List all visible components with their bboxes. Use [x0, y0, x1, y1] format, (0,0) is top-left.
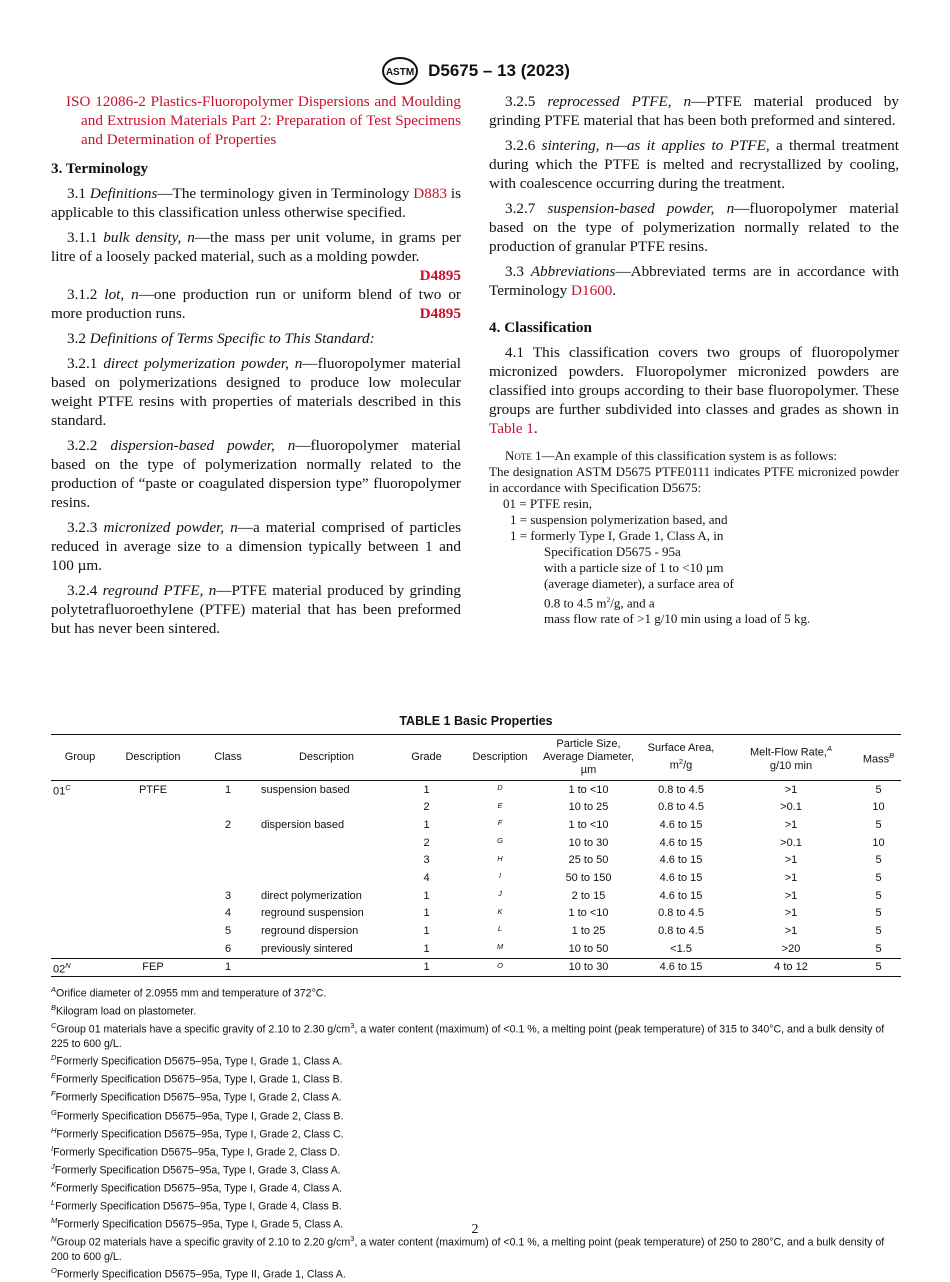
cell-grade: 1	[423, 942, 430, 955]
para-4-1: 4.1 This classification covers two groups of fluoropolymer micronized powders. Fluoropolymer micronized powders are classified into groups according to their base fluoropolymer. These groups are further subdivided into classes and grades as shown in Table 1.	[489, 344, 899, 437]
cell-group	[51, 905, 109, 923]
cell-mass: 5	[875, 942, 882, 955]
cell-surface: 4.6 to 15	[659, 819, 703, 832]
footnote: $^B$Kilogram load on plastometer.	[51, 1003, 197, 1018]
cell-desc2: reground suspension	[261, 907, 364, 920]
cell-desc1	[109, 887, 197, 905]
cell-group	[51, 922, 109, 940]
cell-desc3: E	[497, 800, 503, 810]
table-1	[51, 714, 901, 1282]
cell-melt: >20	[781, 942, 801, 955]
para-3-1-1: 3.1.1 bulk density, n—the mass per unit volume, in grams per litre of a loosely packed material, such as a molding powder. D4895	[51, 229, 462, 284]
cell-surface: 0.8 to 4.5	[658, 907, 704, 920]
footnote: $^M$Formerly Specification D5675–95a, Type I, Grade 5, Class A.	[51, 1216, 344, 1231]
note-label: Note 1	[505, 448, 542, 463]
note-item-6: (average diameter), a surface area of	[544, 576, 734, 591]
cell-surface: 0.8 to 4.5	[658, 783, 704, 796]
cell-class: 5	[224, 925, 232, 938]
cell-group	[51, 852, 109, 870]
para-3-2-7: 3.2.7 suspension-based powder, n—fluoropolymer material based on the type of polymerization normally related to the production of granular PTFE resins.	[489, 200, 900, 255]
cell-melt: >1	[784, 889, 798, 902]
table-1-link[interactable]: Table 1	[489, 420, 534, 437]
cell-desc2	[259, 799, 394, 817]
cell-group	[51, 834, 109, 852]
cell-grade: 1	[423, 925, 430, 938]
cell-melt: >1	[784, 783, 798, 796]
footnote: $^L$Formerly Specification D5675–95a, Type I, Grade 4, Class B.	[51, 1198, 342, 1213]
cell-desc3: L	[497, 924, 503, 934]
table-row	[51, 869, 901, 887]
th-description-3: Description	[472, 751, 528, 763]
th-surface-area: Surface Area, $m^2/g$	[647, 742, 715, 772]
cell-desc2: reground dispersion	[261, 925, 359, 938]
cell-melt: >1	[784, 854, 798, 867]
page-header	[0, 56, 950, 86]
cell-class: 2	[224, 819, 232, 832]
cell-melt: >1	[784, 925, 798, 938]
iso-ref-link[interactable]: ISO 12086-2	[66, 93, 146, 110]
table-row	[51, 958, 901, 977]
cell-desc1	[109, 816, 197, 834]
cell-surface: 0.8 to 4.5	[658, 925, 704, 938]
cell-grade: 3	[423, 854, 430, 867]
cell-desc1: PTFE	[138, 783, 168, 796]
cell-particle: 2 to 15	[571, 889, 606, 902]
footnote: $^D$Formerly Specification D5675–95a, Type I, Grade 1, Class A.	[51, 1053, 343, 1068]
note-item-5: with a particle size of 1 to <10 µm	[544, 560, 724, 575]
table-row	[51, 816, 901, 834]
cell-particle: 10 to 30	[568, 836, 609, 849]
cell-mass: 10	[872, 836, 885, 849]
note-item-7: 0.8 to 4.5 $m^2/g$, and a	[544, 595, 655, 611]
footnote: $^A$Orifice diameter of 2.0955 mm and temperature of 372°C.	[51, 985, 327, 1000]
cell-desc3: J	[498, 888, 502, 898]
footnote: $^J$Formerly Specification D5675–95a, Type I, Grade 3, Class A.	[51, 1161, 341, 1177]
cell-mass: 10	[872, 801, 885, 814]
cell-desc3: H	[497, 853, 503, 863]
astm-logo-icon	[380, 56, 420, 86]
para-3-2-2: 3.2.2 dispersion-based powder, n—fluoropolymer material based on the type of polymerization normally related to the production of “paste or coagulated dispersion type” fluoropolymer resins.	[51, 437, 462, 511]
table-row	[51, 834, 901, 852]
cell-grade: 4	[423, 872, 430, 885]
para-3-2-4: 3.2.4 reground PTFE, n—PTFE material produced by grinding polytetrafluoroethylene (PTFE) material that has been preformed but has never been sintered.	[51, 582, 461, 637]
page-number: 2	[471, 1222, 479, 1237]
note-item-3: 1 = formerly Type I, Grade 1, Class A, in	[510, 528, 724, 543]
note-item-2: 1 = suspension polymerization based, and	[510, 512, 728, 527]
th-particle-size: Particle Size, Average Diameter, µm	[543, 738, 634, 776]
cell-grade: 1	[423, 783, 430, 796]
cell-grade: 1	[423, 907, 430, 920]
th-grade: Grade	[411, 751, 442, 763]
cell-grade: 1	[423, 889, 430, 902]
cell-particle: 25 to 50	[568, 854, 609, 867]
cell-class: 1	[197, 958, 259, 977]
cell-desc2	[259, 834, 394, 852]
cell-desc1	[109, 799, 197, 817]
footnote: $^F$Formerly Specification D5675–95a, Type I, Grade 2, Class A.	[51, 1089, 342, 1104]
cell-surface: 4.6 to 15	[659, 889, 703, 902]
table-row	[51, 887, 901, 905]
cell-class	[197, 869, 259, 887]
cell-particle: 1 to <10	[568, 819, 609, 832]
cell-group	[51, 869, 109, 887]
cell-mass: 5	[875, 907, 882, 920]
cell-class: 4	[224, 907, 232, 920]
cell-desc2	[259, 869, 394, 887]
th-mass: Mass$^B$	[862, 750, 895, 766]
cell-class	[197, 799, 259, 817]
note-1: Note 1—An example of this classification system is as follows: The designation ASTM D5675 PTFE0111 indicates PTFE micronized powder in accordance with Specification D5675: 01 = PTFE resin, 1 = suspension polymerization based, and 1 = formerly Type I, Grade 1, Class A, in Specification D5675 - 95a with a particle size of 1 to <10 µm (average diameter), a surface area of 0.8 to 4.5 $m^2/g$, and a mass flow rate of >1 g/10 min using a load of 5 kg.	[489, 448, 899, 627]
cell-surface: 0.8 to 4.5	[658, 801, 704, 814]
cell-surface: 4.6 to 15	[659, 836, 703, 849]
footnote: $^O$Formerly Specification D5675–95a, Type II, Grade 1, Class A.	[51, 1266, 346, 1281]
cell-desc1	[109, 852, 197, 870]
para-3-2: 3.2 Definitions of Terms Specific to This Standard:	[67, 330, 375, 347]
cell-mass: 5	[875, 925, 882, 938]
para-3-2-1: 3.2.1 direct polymerization powder, n—fluoropolymer material based on polymerizations designed to produce low molecular weight PTFE resins with properties of materials described in this standard.	[51, 355, 462, 429]
cell-group	[51, 816, 109, 834]
cell-particle: 1 to <10	[568, 907, 609, 920]
cell-melt: >1	[784, 872, 798, 885]
cell-grade: 2	[423, 801, 430, 814]
cell-class	[197, 852, 259, 870]
basic-properties-table	[51, 734, 901, 977]
cell-particle: 10 to 50	[568, 942, 609, 955]
cell-desc2: suspension based	[261, 783, 350, 796]
para-3-2-3: 3.2.3 micronized powder, n—a material comprised of particles reduced in average size to a dimension typically between 1 and 100 µm.	[51, 519, 462, 574]
section-4-heading: 4. Classification	[489, 319, 592, 336]
table-row	[51, 922, 901, 940]
d4895-link-1[interactable]: D4895	[419, 267, 461, 284]
footnote: $^I$Formerly Specification D5675–95a, Type I, Grade 2, Class D.	[51, 1143, 341, 1159]
th-group: Group	[64, 751, 96, 763]
astm-logo-text: ASTM	[385, 67, 415, 78]
cell-particle: 10 to 25	[568, 801, 609, 814]
cell-desc2	[259, 958, 394, 977]
cell-desc2: direct polymerization	[261, 889, 362, 902]
note-item-4: Specification D5675 - 95a	[544, 544, 681, 559]
para-3-1: 3.1 Definitions—The terminology given in Terminology D883 is applicable to this classification unless otherwise specified.	[51, 185, 462, 221]
cell-desc1	[109, 940, 197, 958]
cell-group: $01^C$	[53, 783, 71, 798]
cell-group: $02^N$	[51, 958, 109, 977]
table-body	[51, 781, 901, 977]
cell-mass: 5	[875, 783, 882, 796]
cell-mass: 5	[875, 889, 882, 902]
right-column	[489, 92, 899, 627]
cell-melt: >0.1	[780, 801, 802, 814]
cell-melt: >0.1	[780, 836, 802, 849]
footnote: $^N$Group 02 materials have a specific gravity of 2.10 to 2.20 $g/cm^3$, a water content (maximum) of <0.1 %, a melting point (peak temperature) of 250 to 280°C, and a bulk density of 200 to 600 g/L.	[51, 1234, 885, 1263]
cell-desc1	[109, 869, 197, 887]
cell-melt: 4 to 12	[726, 958, 856, 977]
cell-desc3: I	[498, 871, 502, 881]
cell-melt: >1	[784, 819, 798, 832]
table-row	[51, 799, 901, 817]
para-3-1-2: 3.1.2 lot, n—one production run or uniform blend of two or more production runs. D4895	[51, 286, 461, 322]
cell-surface: 4.6 to 15	[636, 958, 726, 977]
table-row	[51, 852, 901, 870]
cell-class	[197, 834, 259, 852]
para-3-3: 3.3 Abbreviations—Abbreviated terms are in accordance with Terminology D1600.	[489, 263, 899, 299]
note-item-1: 01 = PTFE resin,	[503, 496, 592, 511]
note-item-8: mass flow rate of >1 g/10 min using a load of 5 kg.	[544, 611, 811, 627]
cell-desc3: F	[497, 818, 503, 828]
cell-mass: 5	[875, 872, 882, 885]
section-3-heading: 3. Terminology	[51, 160, 149, 177]
d4895-link-2[interactable]: D4895	[419, 305, 461, 322]
footnote: $^K$Formerly Specification D5675–95a, Type I, Grade 4, Class A.	[51, 1180, 342, 1195]
left-column	[51, 92, 461, 644]
th-melt-flow: Melt-Flow Rate,$^A$ g/10 min	[749, 744, 833, 772]
table-row	[51, 905, 901, 923]
cell-grade: 1	[423, 819, 430, 832]
cell-desc3: K	[497, 906, 503, 916]
cell-mass: 5	[875, 854, 882, 867]
cell-grade: 2	[423, 836, 430, 849]
cell-particle: 1 to <10	[568, 783, 609, 796]
th-description-2: Description	[298, 751, 355, 763]
cell-desc3: M	[496, 941, 504, 951]
table-row	[51, 940, 901, 958]
iso-ref-title[interactable]: Plastics-Fluoropolymer Dispersions and Moulding and Extrusion Materials Part 2: Preparation of Test Specimens and Determination of Properties	[81, 93, 461, 148]
cell-surface: 4.6 to 15	[659, 872, 703, 885]
table-row	[51, 781, 901, 799]
cell-desc2: previously sintered	[261, 942, 353, 955]
th-description-1: Description	[125, 751, 181, 763]
iso-reference	[51, 92, 461, 149]
cell-class: 6	[224, 942, 232, 955]
cell-surface: <1.5	[670, 942, 692, 955]
cell-surface: 4.6 to 15	[659, 854, 703, 867]
cell-class: 1	[224, 783, 232, 796]
para-3-2-5: 3.2.5 reprocessed PTFE, n—PTFE material produced by grinding PTFE material that has been both preformed and sintered.	[489, 93, 899, 129]
cell-desc1	[109, 834, 197, 852]
th-class: Class	[214, 751, 242, 763]
cell-class: 3	[224, 889, 232, 902]
footnote: $^C$Group 01 materials have a specific gravity of 2.10 to 2.30 $g/cm^3$, a water content (maximum) of <0.1 %, a melting point (peak temperature) of 315 to 340°C, and a bulk density of 225 to 600 g/L.	[51, 1021, 885, 1050]
table-header-row	[51, 735, 901, 781]
cell-desc3: D	[497, 783, 503, 792]
cell-group	[51, 940, 109, 958]
para-3-2-6: 3.2.6 sintering, n—as it applies to PTFE, a thermal treatment during which the PTFE is melted and recrystallized by cooling, with coalescence occurring during the treatment.	[489, 137, 899, 192]
cell-desc2: dispersion based	[261, 819, 345, 832]
cell-group	[51, 799, 109, 817]
cell-desc1: FEP	[109, 958, 197, 977]
cell-particle: 50 to 150	[565, 872, 612, 885]
footnote: $^H$Formerly Specification D5675–95a, Type I, Grade 2, Class C.	[51, 1125, 344, 1141]
cell-desc1	[109, 905, 197, 923]
cell-particle: 1 to 25	[571, 925, 606, 938]
document-designation: D5675 – 13 (2023)	[428, 61, 570, 80]
note-designation: The designation ASTM D5675 PTFE0111 indicates PTFE micronized powder in accordance with Specification D5675:	[489, 464, 899, 495]
d1600-link[interactable]: D1600	[571, 282, 613, 299]
cell-grade: 1	[394, 958, 459, 977]
cell-desc3: G	[497, 835, 503, 845]
footnote: $^G$Formerly Specification D5675–95a, Type I, Grade 2, Class B.	[51, 1107, 344, 1123]
table-title: TABLE 1 Basic Properties	[399, 714, 553, 728]
cell-particle: 10 to 30	[541, 958, 636, 977]
cell-mass: 5	[856, 958, 901, 977]
cell-melt: >1	[784, 907, 798, 920]
cell-desc3: O	[459, 958, 541, 977]
cell-group	[51, 887, 109, 905]
d883-link[interactable]: D883	[413, 185, 448, 202]
cell-desc2	[259, 852, 394, 870]
cell-desc1	[109, 922, 197, 940]
cell-mass: 5	[875, 819, 882, 832]
footnote: $^E$Formerly Specification D5675–95a, Type I, Grade 1, Class B.	[51, 1071, 343, 1086]
